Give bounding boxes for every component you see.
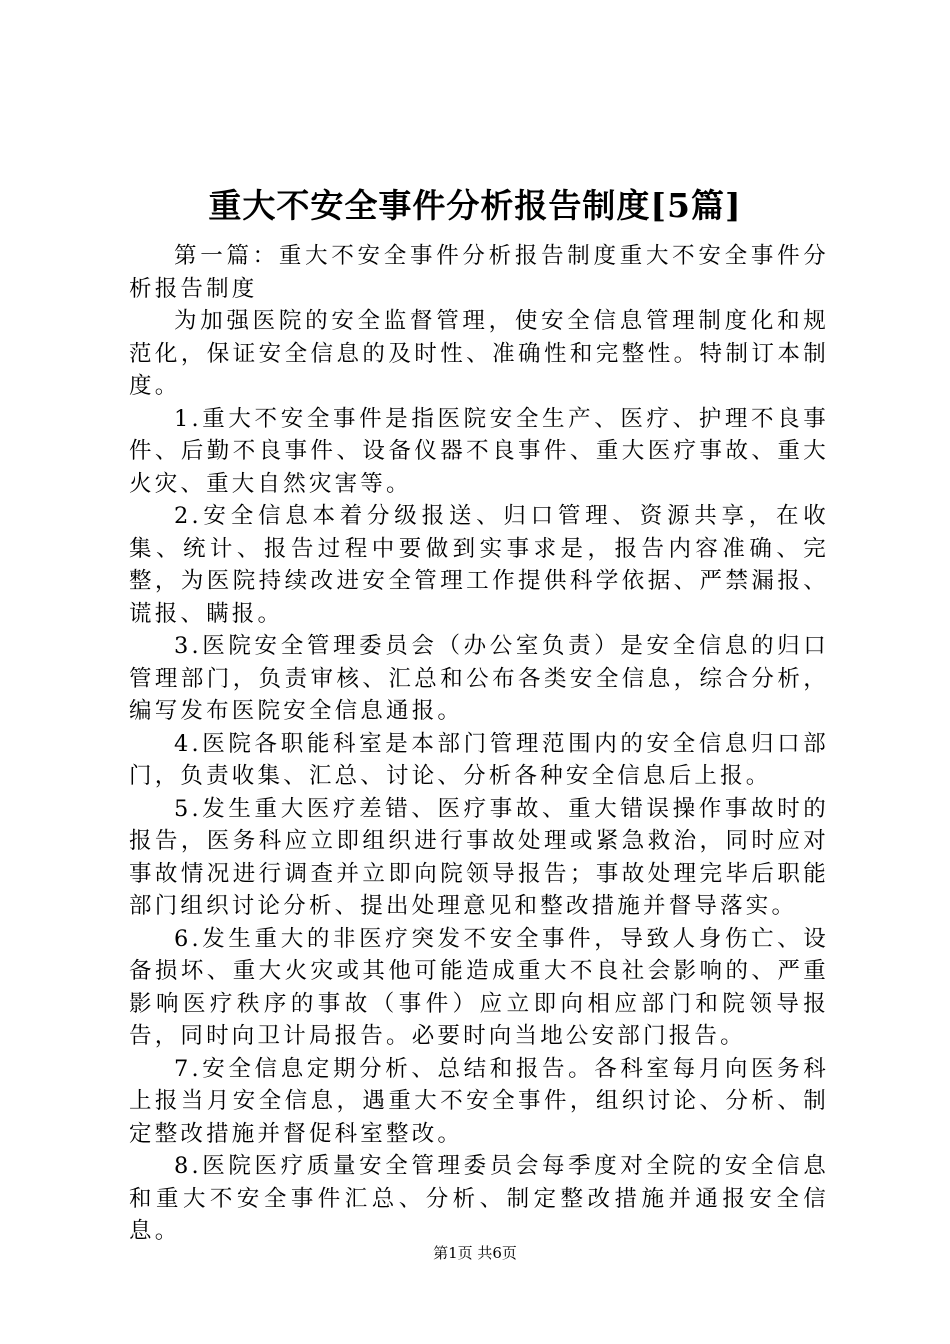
paragraph-item-5: 5.发生重大医疗差错、医疗事故、重大错误操作事故时的报告，医务科应立即组织进行事故处理或紧急救治，同时应对事故情况进行调查并立即向院领导报告；事故处理完毕后职能部门组织讨论分析、提出处理意见和整改措施并督导落实。 — [129, 795, 829, 919]
document-title: 重大不安全事件分析报告制度[5篇] — [208, 186, 742, 225]
paragraph-item-2: 2.安全信息本着分级报送、归口管理、资源共享，在收集、统计、报告过程中要做到实事求是，报告内容准确、完整，为医院持续改进安全管理工作提供科学依据、严禁漏报、谎报、瞒报。 — [129, 503, 829, 627]
paragraph-intro: 为加强医院的安全监督管理，使安全信息管理制度化和规范化，保证安全信息的及时性、准确性和完整性。特制订本制度。 — [129, 308, 829, 399]
page-number-footer: 第1页 共6页 — [433, 1244, 517, 1262]
paragraph-item-7: 7.安全信息定期分析、总结和报告。各科室每月向医务科上报当月安全信息，遇重大不安全事件，组织讨论、分析、制定整改措施并督促科室整改。 — [129, 1055, 829, 1147]
paragraph-section-heading: 第一篇：重大不安全事件分析报告制度重大不安全事件分析报告制度 — [129, 243, 829, 302]
paragraph-item-8: 8.医院医疗质量安全管理委员会每季度对全院的安全信息和重大不安全事件汇总、分析、制定整改措施并通报安全信息。 — [129, 1153, 829, 1244]
paragraph-item-3: 3.医院安全管理委员会（办公室负责）是安全信息的归口管理部门，负责审核、汇总和公布各类安全信息，综合分析，编写发布医院安全信息通报。 — [129, 633, 829, 724]
paragraph-item-4: 4.医院各职能科室是本部门管理范围内的安全信息归口部门，负责收集、汇总、讨论、分析各种安全信息后上报。 — [129, 730, 829, 789]
paragraph-item-6: 6.发生重大的非医疗突发不安全事件，导致人身伤亡、设备损坏、重大火灾或其他可能造成重大不良社会影响的、严重影响医疗秩序的事故（事件）应立即向相应部门和院领导报告，同时向卫计局报告。必要时向当地公安部门报告。 — [129, 925, 829, 1049]
paragraph-item-1: 1.重大不安全事件是指医院安全生产、医疗、护理不良事件、后勤不良事件、设备仪器不良事件、重大医疗事故、重大火灾、重大自然灾害等。 — [129, 405, 829, 497]
document-body — [129, 240, 829, 1248]
